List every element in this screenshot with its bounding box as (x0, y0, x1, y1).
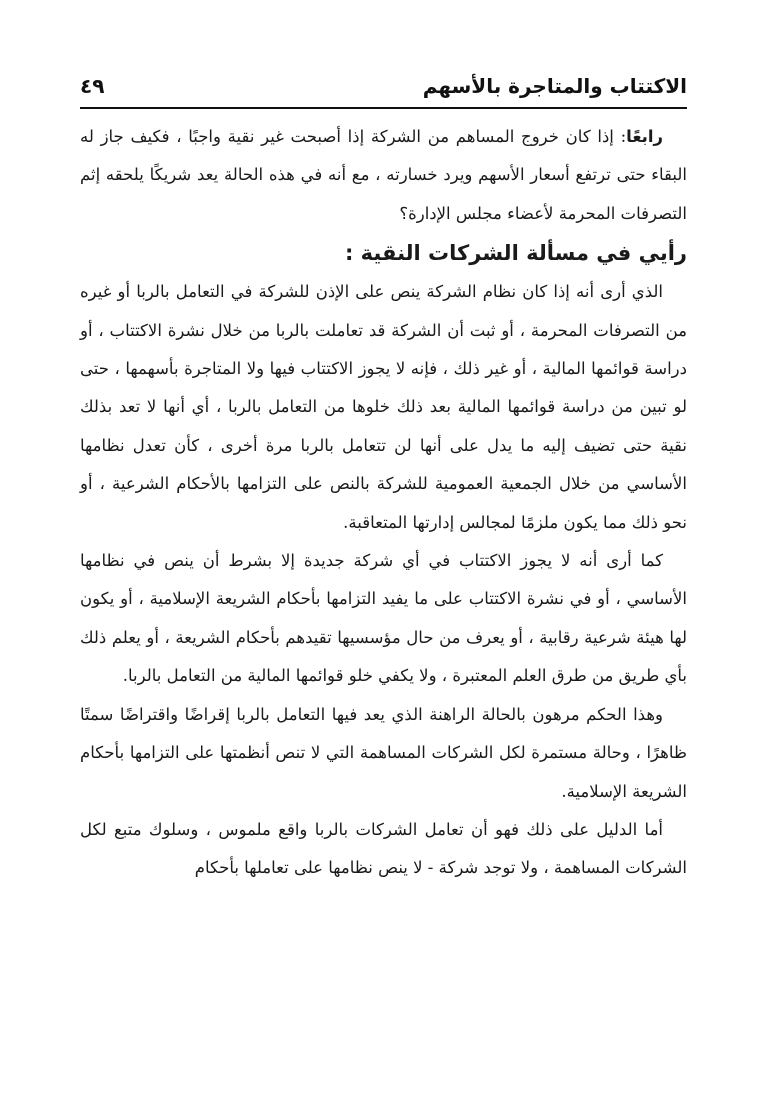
paragraph-lead: رابعًا (626, 127, 663, 146)
paragraph-4: وهذا الحكم مرهون بالحالة الراهنة الذي يعد فيها التعامل بالربا إقراضًا واقتراضًا سمتًا ظاهرًا ، وحالة مستمرة لكل الشركات المساهمة التي لا تنص أنظمتها على التزامها بأحكام الشريعة الإسلامية. (80, 704, 687, 801)
section-heading: رأيي في مسألة الشركات النقية : (344, 241, 687, 266)
paragraph-1 (80, 118, 687, 233)
paragraph-5: أما الدليل على ذلك فهو أن تعامل الشركات بالربا واقع ملموس ، وسلوك متبع لكل الشركات المساهمة ، ولا توجد شركة - لا ينص نظامها على تعاملها بأحكام (80, 819, 687, 878)
page-header (80, 70, 687, 102)
paragraph-text: : إذا كان خروج المساهم من الشركة إذا أصبحت غير نقية واجبًا ، فكيف جاز له البقاء حتى ترتفع أسعار الأسهم ويرد خسارته ، مع أنه في هذه الحالة يعد شريكًا يلحقه إثم التصرفات المحرمة لأعضاء مجلس الإدارة؟ (80, 127, 687, 223)
page-body (80, 118, 687, 888)
running-title: الاكتتاب والمتاجرة بالأسهم (422, 74, 687, 98)
paragraph-2: الذي أرى أنه إذا كان نظام الشركة ينص على الإذن للشركة في التعامل بالربا أو غيره من التصرفات المحرمة ، أو ثبت أن الشركة قد تعاملت بالربا من خلال نشرة الاكتتاب ، أو دراسة قوائمها المالية ، أو غير ذلك ، فإنه لا يجوز الاكتتاب فيها ولا المتاجرة بأسهمها ، حتى لو تبين من دراسة قوائمها المالية بعد ذلك خلوها من التعامل بالربا ، أي أنها لا تعد بذلك نقية حتى تضيف إليه ما يدل على أنها لن تتعامل بالربا مرة أخرى ، كأن تعدل نظامها الأساسي من خلال الجمعية العمومية للشركة بالنص على التزامها بالأحكام الشرعية ، أو نحو ذلك مما يكون ملزمًا لمجالس إدارتها المتعاقبة. (80, 282, 687, 532)
header-rule (80, 107, 687, 109)
page-number: ٤٩ (80, 74, 105, 98)
paragraph-3: كما أرى أنه لا يجوز الاكتتاب في أي شركة جديدة إلا بشرط أن ينص في نظامها الأساسي ، أو في نشرة الاكتتاب على ما يفيد التزامها بأحكام الشريعة الإسلامية ، أو يكون لها هيئة شرعية رقابية ، أو يعرف من حال مؤسسيها تقيدهم بأحكام الشريعة ، أو يعلم ذلك بأي طريق من طرق العلم المعتبرة ، ولا يكفي خلو قوائمها المالية من التعامل بالربا. (80, 551, 687, 686)
